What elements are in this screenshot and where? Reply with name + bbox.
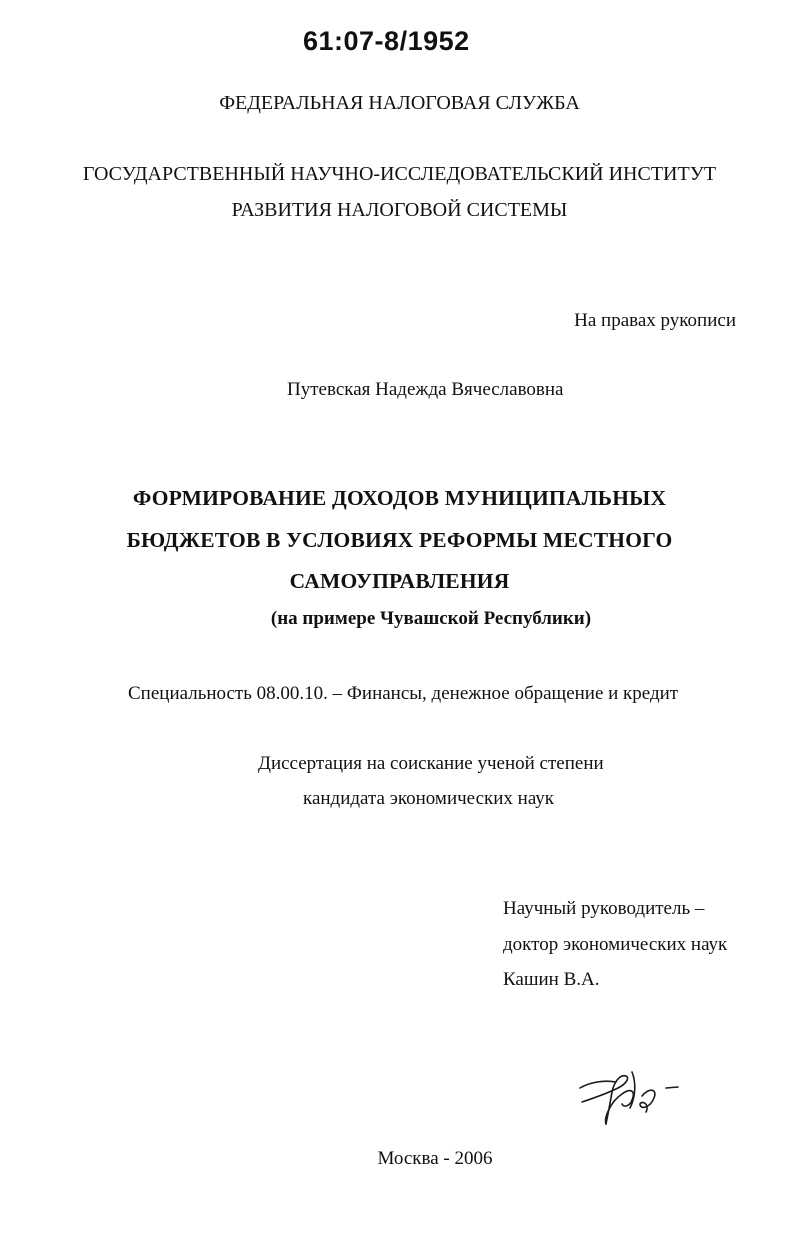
specialty: Специальность 08.00.10. – Финансы, денежное обращение и кредит bbox=[128, 683, 679, 704]
advisor-role: Научный руководитель – bbox=[503, 898, 705, 919]
title-line-1: ФОРМИРОВАНИЕ ДОХОДОВ МУНИЦИПАЛЬНЫХ bbox=[132, 486, 667, 510]
institute-name-line-1: ГОСУДАРСТВЕННЫЙ НАУЧНО-ИССЛЕДОВАТЕЛЬСКИЙ ИНСТИТУТ bbox=[82, 163, 717, 185]
title-subtitle: (на примере Чувашской Республики) bbox=[270, 608, 592, 629]
rights-note: На правах рукописи bbox=[574, 310, 736, 331]
advisor-degree: доктор экономических наук bbox=[503, 934, 728, 955]
advisor-name: Кашин В.А. bbox=[503, 969, 600, 990]
dissertation-line-2: кандидата экономических наук bbox=[303, 788, 555, 809]
dissertation-line-1: Диссертация на соискание ученой степени bbox=[258, 753, 604, 774]
institute-name-line-2: РАЗВИТИЯ НАЛОГОВОЙ СИСТЕМЫ bbox=[231, 199, 568, 221]
author-name: Путевская Надежда Вячеславовна bbox=[287, 379, 564, 400]
agency-name: ФЕДЕРАЛЬНАЯ НАЛОГОВАЯ СЛУЖБА bbox=[219, 92, 580, 114]
catalog-number: 61:07-8/1952 bbox=[303, 26, 470, 56]
title-line-2: БЮДЖЕТОВ В УСЛОВИЯХ РЕФОРМЫ МЕСТНОГО bbox=[126, 528, 673, 552]
city-year: Москва - 2006 bbox=[377, 1148, 493, 1169]
signature-icon bbox=[570, 1058, 690, 1138]
title-line-3: САМОУПРАВЛЕНИЯ bbox=[289, 569, 510, 593]
